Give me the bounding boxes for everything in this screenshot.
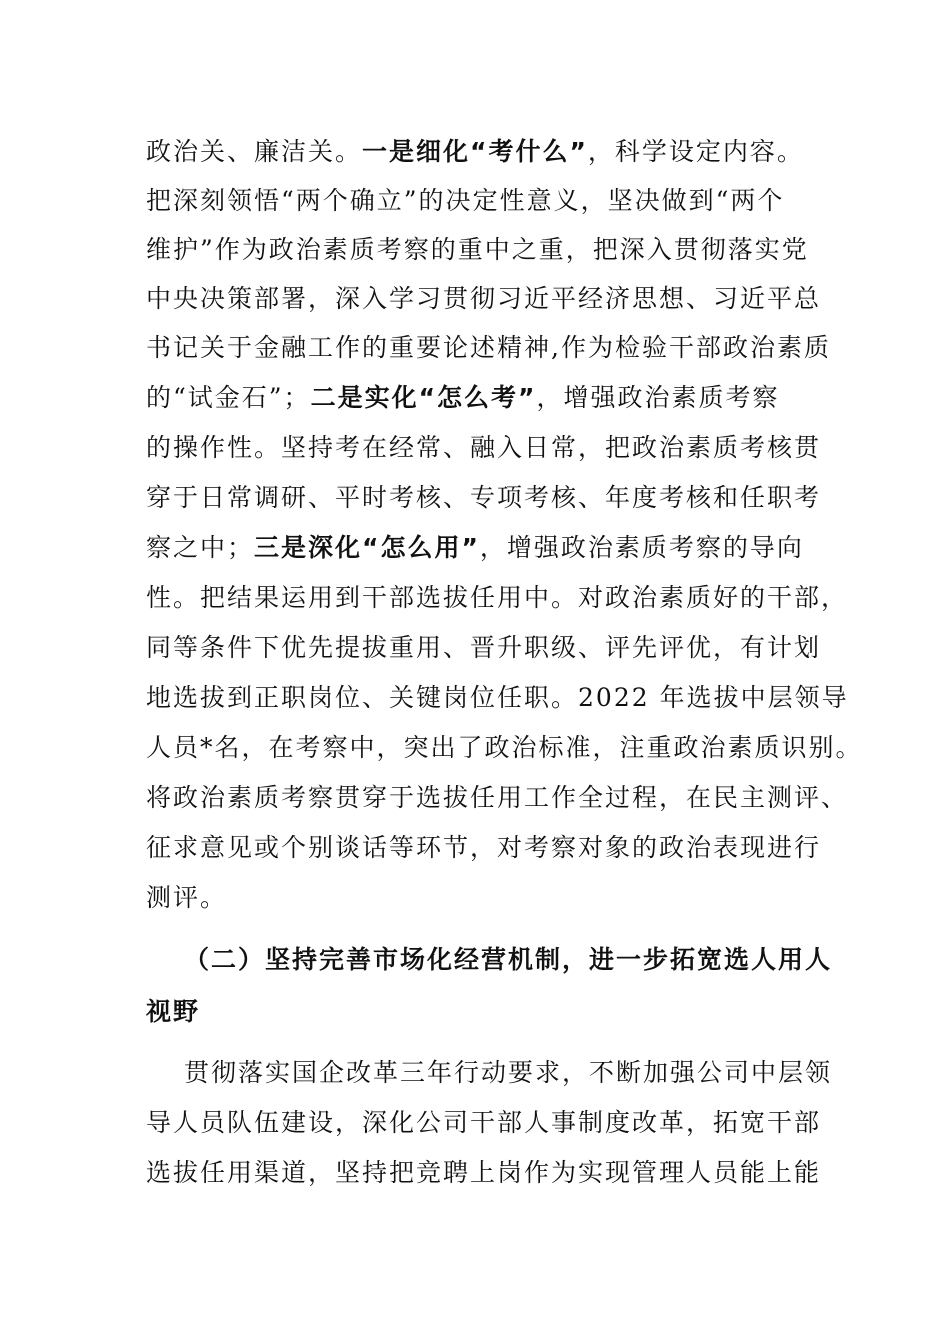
emphasis-text: 三是深化“怎么用” [254, 533, 480, 562]
paragraph-line: 人员*名，在考察中，突出了政治标准，注重政治素质识别。 [146, 733, 863, 762]
paragraph-line: 贯彻落实国企改革三年行动要求，不断加强公司中层领 [184, 1058, 833, 1087]
paragraph-line [146, 137, 804, 167]
paragraph-line: 维护”作为政治素质考察的重中之重，把深入贯彻落实党 [146, 235, 809, 264]
section-heading-continued: 视野 [146, 997, 201, 1026]
emphasis-text: 二是实化“怎么考” [310, 383, 537, 412]
section-heading: （二）坚持完善市场化经营机制，进一步拓宽选人用人 [184, 945, 833, 974]
paragraph-line: 书记关于金融工作的重要论述精神,作为检验干部政治素质 [146, 333, 831, 362]
body-text: ，增强政治素质考察 [536, 383, 780, 412]
paragraph-line: 将政治素质考察贯穿于选拔任用工作全过程，在民主测评、 [146, 783, 849, 812]
paragraph-line: 选拔任用渠道，坚持把竞聘上岗作为实现管理人员能上能 [146, 1158, 822, 1187]
paragraph-line [146, 533, 804, 563]
paragraph-line: 性。把结果运用到干部选拔任用中。对政治素质好的干部， [146, 583, 849, 612]
paragraph-line: 穿于日常调研、平时考核、专项考核、年度考核和任职考 [146, 483, 822, 512]
paragraph-line: 测评。 [146, 883, 228, 912]
paragraph-line: 地选拔到正职岗位、关键岗位任职。2022 年选拔中层领导 [146, 683, 849, 712]
emphasis-text: 一是细化“考什么” [362, 137, 588, 166]
body-text: ，科学设定内容。 [587, 137, 804, 166]
paragraph-line: 把深刻领悟“两个确立”的决定性意义，坚决做到“两个 [146, 186, 785, 215]
paragraph-line: 同等条件下优先提拔重用、晋升职级、评先评优，有计划 [146, 633, 822, 662]
paragraph-line: 的操作性。坚持考在经常、融入日常，把政治素质考核贯 [146, 433, 822, 462]
body-text: 的“试金石”； [146, 383, 311, 412]
body-text: 政治关、廉洁关。 [146, 137, 363, 166]
paragraph-line: 中央决策部署，深入学习贯彻习近平经济思想、习近平总 [146, 284, 822, 313]
paragraph-line [146, 383, 779, 413]
paragraph-line: 导人员队伍建设，深化公司干部人事制度改革，拓宽干部 [146, 1108, 822, 1137]
body-text: ，增强政治素质考察的导向 [479, 533, 804, 562]
paragraph-line: 征求意见或个别谈话等环节，对考察对象的政治表现进行 [146, 833, 822, 862]
body-text: 察之中； [146, 533, 255, 562]
